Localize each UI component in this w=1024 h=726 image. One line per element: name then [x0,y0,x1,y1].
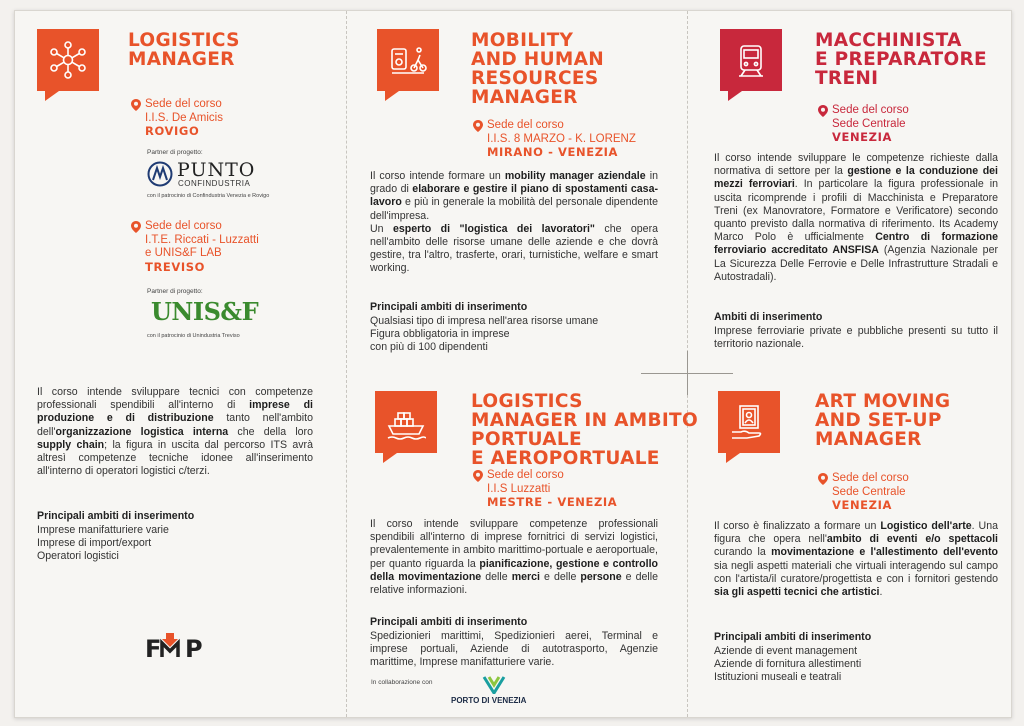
ambiti-item: con più di 100 dipendenti [370,341,488,354]
train-icon [731,40,771,80]
location-label: Sede del corso [145,98,222,110]
body-text: Il corso intende sviluppare competenze professionali spendibili all'interno di imprese fornitrici di servizi logistici, prevalentemente in ambito marittimo-portuale e aeroportuale, per quanto riguarda la [370,518,658,570]
body-text: (Agenzia Nazionale per La Sicurezza Delle Ferrovie e Delle Infrastrutture Stradali e Autostradali). [714,244,998,283]
body-text: curando la [714,546,772,559]
fmp-logo [145,629,207,661]
ambiti-item: Figura obbligatoria in imprese [370,328,510,341]
body-text: ; la figura in uscita dal percorso ITS avrà altresì competenze tecniche idonee all'inserimento all'interno di operatori logistici c/terzi. [37,438,313,478]
ambiti-title: Principali ambiti di inserimento [714,631,872,643]
fold-line-1 [346,11,347,717]
fold-cross-vertical [687,351,688,395]
location-mirano [473,119,636,160]
body-text: Il corso intende sviluppare le competenze richieste dalla normativa di settore per la [714,152,998,178]
body-text: Il corso intende sviluppare tecnici con competenze professionali spendibili all'interno di [37,386,313,412]
course-title-art: ART MOVING AND SET-UP MANAGER [815,391,951,450]
location-pin-icon [473,470,483,482]
location-school-2: e UNIS&F LAB [145,247,222,259]
location-label: Sede del corso [145,220,222,232]
body-text: . Una figura che opera nell' [714,520,998,546]
location-label: Sede del corso [832,104,909,116]
mobility-icon-badge [377,29,439,91]
ambiti-item: Aziende di event management [714,645,858,657]
location-pin-icon [818,105,828,117]
partner-patronage: con il patrocinio di Confindustria Venezia e Rovigo [147,193,270,199]
location-school: I.I.S. 8 MARZO - K. LORENZ [487,132,636,145]
body-text: Il corso intende formare un [370,170,505,182]
train-icon-badge [720,29,782,91]
partner-label: Partner di progetto: [147,288,203,295]
location-city: VENEZIA [832,130,892,144]
unisf-logo-text: UNIS&F [151,297,259,326]
body-text: e delle relative informazioni. [370,570,658,597]
emphasis-text: ambito di eventi e/o spettacoli [826,533,998,546]
body-text: e più in generale la mobilità del personale dipendente dell'impresa. [370,196,658,222]
ambiti-item: Qualsiasi tipo di impresa nell'area risorse umane [370,315,599,327]
ambiti-list [370,315,598,355]
location-rovigo [131,98,223,139]
location-label: Sede del corso [832,472,909,484]
location-school: Sede Centrale [832,117,906,130]
network-icon-badge [37,29,99,91]
ambiti-item: Istituzioni museali e teatrali [714,671,842,684]
punto-logo-icon [147,161,173,187]
collab-label: In collaborazione con [371,679,433,686]
course-title-mobility: MOBILITY AND HUMAN RESOURCES MANAGER [471,30,605,108]
location-city: MIRANO - VENEZIA [487,145,619,159]
body-text: che della loro [228,425,313,438]
ambiti-title: Principali ambiti di inserimento [370,616,528,628]
course-description-art [714,520,998,599]
porto-venezia-logo [451,676,541,710]
body-text: Un [370,222,393,235]
location-school: I.T.E. Riccati - Luzzatti [145,233,259,246]
ambiti-item: Imprese di import/export [37,537,152,550]
emphasis-text: Logistico dell'arte [880,520,972,532]
body-text: . In particolare la figura professionale in uscita ricomprende i profili di Macchinista e Preparatore Treni (ex Manovratore, Formatore e Verificatore) secondo quanto previsto dalla normativa di riferimento. Its Academy Marco Polo è ufficialmente [714,178,998,244]
location-label: Sede del corso [487,469,564,481]
location-label: Sede del corso [487,119,564,131]
partner-label: Partner di progetto: [147,149,203,156]
emphasis-text: imprese di produzione e di distribuzione [37,399,313,425]
location-venezia-art [818,472,909,513]
body-text: che opera nell'ambito delle risorse umane delle aziende e che dovrà gestire, tra l'altro, trasferte, orari, turnistiche, welfare e smart working. [370,222,658,275]
ambiti-text: Spedizionieri marittimi, Spedizionieri aerei, Terminal e imprese portuali, Aziende di autotrasporto, Agenzie marittime, Imprese manifatturiere varie. [370,630,658,669]
location-school: I.I.S. De Amicis [145,111,223,124]
partner-patronage: con il patrocinio di Unindustria Treviso [147,333,240,339]
body-text: delle [481,570,512,583]
fmp-logo-mark [145,629,207,661]
course-description-train [714,152,998,284]
ambiti-title: Principali ambiti di inserimento [370,301,528,313]
course-description-mobility [370,170,658,276]
location-venezia-train [818,104,909,145]
body-text: e delle [539,570,581,583]
course-title-train: MACCHINISTA E PREPARATORE TRENI [815,30,987,89]
ambiti-item: Operatori logistici [37,550,119,563]
confindustria-logo-text: CONFINDUSTRIA [178,179,251,188]
location-city: VENEZIA [832,498,892,512]
location-city: TREVISO [145,259,205,274]
art-frame-icon [729,402,769,442]
body-text: tanto nell'ambito dell' [37,412,313,438]
ship-icon-badge [375,391,437,453]
course-description-port-logistics [370,518,658,597]
body-text: . [879,586,883,599]
course-title-logistics: LOGISTICS MANAGER [128,30,240,70]
network-icon [48,40,88,80]
emphasis-text: gestione e la conduzione dei mezzi ferroviari [714,165,999,191]
location-pin-icon [473,120,483,132]
emphasis-text: sia gli aspetti tecnici che artistici [714,586,880,599]
location-pin-icon [131,221,141,233]
emphasis-text: Centro di formazione ferroviario accreditato ANSFISA [714,231,998,257]
emphasis-text: supply chain [37,438,105,451]
body-text: in grado di [370,170,658,196]
course-description-logistics [37,386,313,478]
emphasis-text: persone [580,570,622,583]
mobility-icon [388,40,428,80]
ambiti-title: Ambiti di inserimento [714,311,823,323]
emphasis-text: organizzazione logistica interna [55,425,229,438]
ambiti-title: Principali ambiti di inserimento [37,510,195,522]
location-mestre [473,469,617,510]
location-treviso [131,220,259,274]
course-title-port-logistics: LOGISTICS MANAGER IN AMBITO PORTUALE E AEROPORTUALE [471,391,699,469]
emphasis-text: esperto di "logistica dei lavoratori" [392,222,595,235]
location-pin-icon [818,473,828,485]
emphasis-text: pianificazione, gestione e controllo della movimentazione [370,557,658,583]
body-text: Il corso è finalizzato a formare un [714,520,881,532]
svg-text:F: F [145,635,162,661]
ambiti-list [714,645,861,685]
location-city: MESTRE - VENEZIA [487,495,618,509]
cargo-ship-icon [386,402,426,442]
porto-venezia-logo-text: PORTO DI VENEZIA [451,696,527,705]
punto-logo-text: PUNTO [177,159,256,181]
porto-venezia-logo-mark [482,676,506,694]
ambiti-list [37,524,169,564]
location-school: I.I.S Luzzatti [487,482,551,495]
emphasis-text: merci [511,570,540,583]
brochure-page [14,10,1012,718]
unisf-logo [147,297,259,327]
ambiti-item: Imprese manifatturiere varie [37,524,169,536]
location-city: ROVIGO [145,124,200,138]
ambiti-item: Aziende di fornitura allestimenti [714,658,862,671]
emphasis-text: elaborare e gestire il piano di spostamenti casa-lavoro [370,183,658,209]
location-school: Sede Centrale [832,485,906,498]
art-icon-badge [718,391,780,453]
svg-text:P: P [185,635,203,661]
location-pin-icon [131,99,141,111]
emphasis-text: movimentazione e l'allestimento dell'evento [771,546,998,559]
ambiti-text: Imprese ferroviarie private e pubbliche presenti su tutto il territorio nazionale. [714,325,998,351]
body-text: sia negli aspetti materiali che virtuali interagendo sul campo con l'artista/il curatore/progettista e con i fornitori gestendo [714,559,998,585]
emphasis-text: mobility manager aziendale [504,170,646,182]
